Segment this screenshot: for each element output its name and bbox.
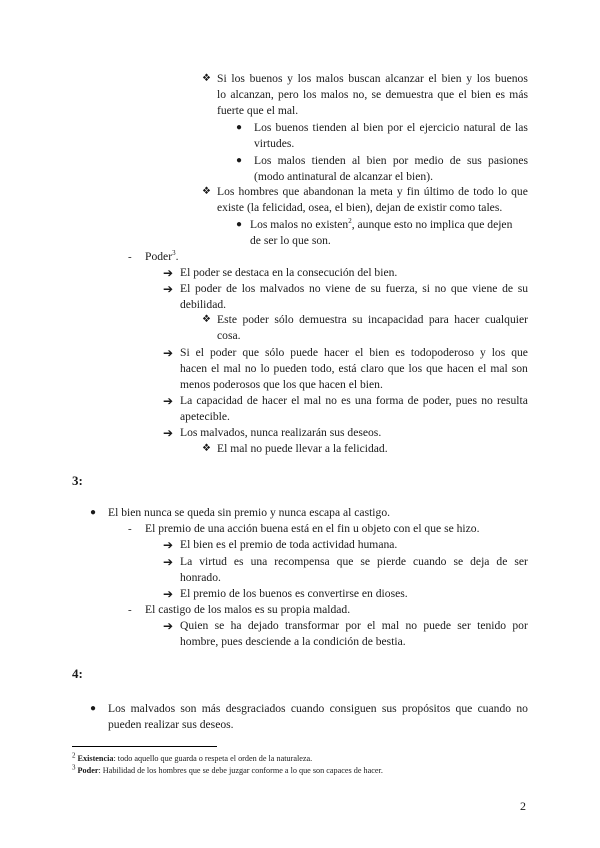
paragraph-line: Si los buenos y los malos buscan alcanzar el bien y los buenos bbox=[217, 72, 528, 85]
paragraph-line: hombre, pues desciende a la condición de bestia. bbox=[180, 635, 406, 648]
paragraph-line: La capacidad de hacer el mal no es una forma de poder, pues no resulta bbox=[180, 394, 528, 407]
arrow-bullet-icon: ➔ bbox=[163, 555, 174, 569]
dot-bullet-icon: ● bbox=[90, 703, 97, 714]
paragraph-line: Si el poder que sólo puede hacer el bien es todopoderoso y los que bbox=[180, 346, 528, 359]
paragraph-line: Los buenos tienden al bien por el ejercicio natural de las bbox=[254, 121, 528, 134]
dot-bullet-icon: ● bbox=[236, 219, 243, 230]
paragraph-line: honrado. bbox=[180, 571, 221, 584]
paragraph-line: menos poderosos que los que hacen el bien. bbox=[180, 378, 383, 391]
paragraph-line: Los malos tienden al bien por medio de sus pasiones bbox=[254, 154, 528, 167]
paragraph-line: apetecible. bbox=[180, 410, 230, 423]
paragraph-line: fuerte que el mal. bbox=[217, 104, 299, 117]
paragraph-line: El poder se destaca en la consecución del bien. bbox=[180, 266, 398, 279]
arrow-bullet-icon: ➔ bbox=[163, 346, 174, 360]
page-number: 2 bbox=[520, 799, 526, 813]
footnote: $^2$ Existencia: todo aquello que guarda o respeta el orden de la naturaleza. bbox=[72, 751, 313, 763]
diamond-bullet-icon: ❖ bbox=[202, 314, 211, 325]
paragraph-line: (modo antinatural de alcanzar el bien). bbox=[254, 170, 433, 183]
paragraph-line: Este poder sólo demuestra su incapacidad para hacer cualquier bbox=[217, 313, 528, 326]
paragraph-line: lo alcanzan, pero los malos no, se demuestra que el bien es más bbox=[217, 88, 528, 101]
paragraph-line: Los malvados, nunca realizarán sus deseos. bbox=[180, 426, 382, 439]
arrow-bullet-icon: ➔ bbox=[163, 619, 174, 633]
section-heading: 3: bbox=[72, 473, 83, 488]
paragraph-line: La virtud es una recompensa que se pierde cuando se deja de ser bbox=[180, 555, 528, 568]
arrow-bullet-icon: ➔ bbox=[163, 587, 174, 601]
paragraph-line: El mal no puede llevar a la felicidad. bbox=[217, 442, 388, 455]
paragraph-line: pueden realizar sus deseos. bbox=[108, 718, 234, 731]
paragraph-line: debilidad. bbox=[180, 298, 227, 311]
paragraph-line: de ser lo que son. bbox=[250, 234, 331, 247]
paragraph-line: Los malvados son más desgraciados cuando consiguen sus propósitos que cuando no bbox=[108, 702, 528, 715]
paragraph-line: El premio de una acción buena está en el fin u objeto con el que se hizo. bbox=[145, 522, 480, 535]
section-heading: 4: bbox=[72, 666, 83, 681]
paragraph-line: El castigo de los malos es su propia maldad. bbox=[145, 603, 351, 616]
paragraph-line: existe (la felicidad, osea, el bien), dejan de existir como tales. bbox=[217, 201, 503, 214]
paragraph-line: El poder de los malvados no viene de su fuerza, si no que viene de su bbox=[180, 282, 528, 295]
footnote-separator bbox=[72, 746, 217, 747]
diamond-bullet-icon: ❖ bbox=[202, 443, 211, 454]
footnote: $^3$ Poder: Habilidad de los hombres que se debe juzgar conforme a lo que son capaces de hacer. bbox=[72, 763, 383, 775]
paragraph-line: El bien nunca se queda sin premio y nunca escapa al castigo. bbox=[108, 506, 391, 519]
dash-bullet: - bbox=[128, 604, 132, 616]
dot-bullet-icon: ● bbox=[90, 507, 97, 518]
arrow-bullet-icon: ➔ bbox=[163, 266, 174, 280]
dash-bullet: - bbox=[128, 251, 132, 263]
diamond-bullet-icon: ❖ bbox=[202, 73, 211, 84]
dash-bullet: - bbox=[128, 523, 132, 535]
paragraph-line: hacen el mal no lo pueden todo, está claro que los que hacen el mal son bbox=[180, 362, 528, 375]
diamond-bullet-icon: ❖ bbox=[202, 186, 211, 197]
arrow-bullet-icon: ➔ bbox=[163, 538, 174, 552]
paragraph-line: Quien se ha dejado transformar por el mal no puede ser tenido por bbox=[180, 619, 528, 632]
footnote-ref: 2 bbox=[348, 217, 352, 226]
poder-heading: Poder$^3$. bbox=[145, 249, 179, 263]
paragraph-line: Los malos no existen$^2$, aunque esto no implica que dejen bbox=[250, 217, 513, 231]
arrow-bullet-icon: ➔ bbox=[163, 426, 174, 440]
footnote-ref: 3 bbox=[172, 249, 176, 258]
arrow-bullet-icon: ➔ bbox=[163, 282, 174, 296]
paragraph-line: cosa. bbox=[217, 329, 241, 342]
paragraph-line: virtudes. bbox=[254, 137, 295, 150]
paragraph-line: El premio de los buenos es convertirse en dioses. bbox=[180, 587, 408, 600]
paragraph-line: Los hombres que abandonan la meta y fin último de todo lo que bbox=[217, 185, 528, 198]
paragraph-line: El bien es el premio de toda actividad humana. bbox=[180, 538, 398, 551]
dot-bullet-icon: ● bbox=[236, 155, 243, 166]
dot-bullet-icon: ● bbox=[236, 122, 243, 133]
arrow-bullet-icon: ➔ bbox=[163, 394, 174, 408]
